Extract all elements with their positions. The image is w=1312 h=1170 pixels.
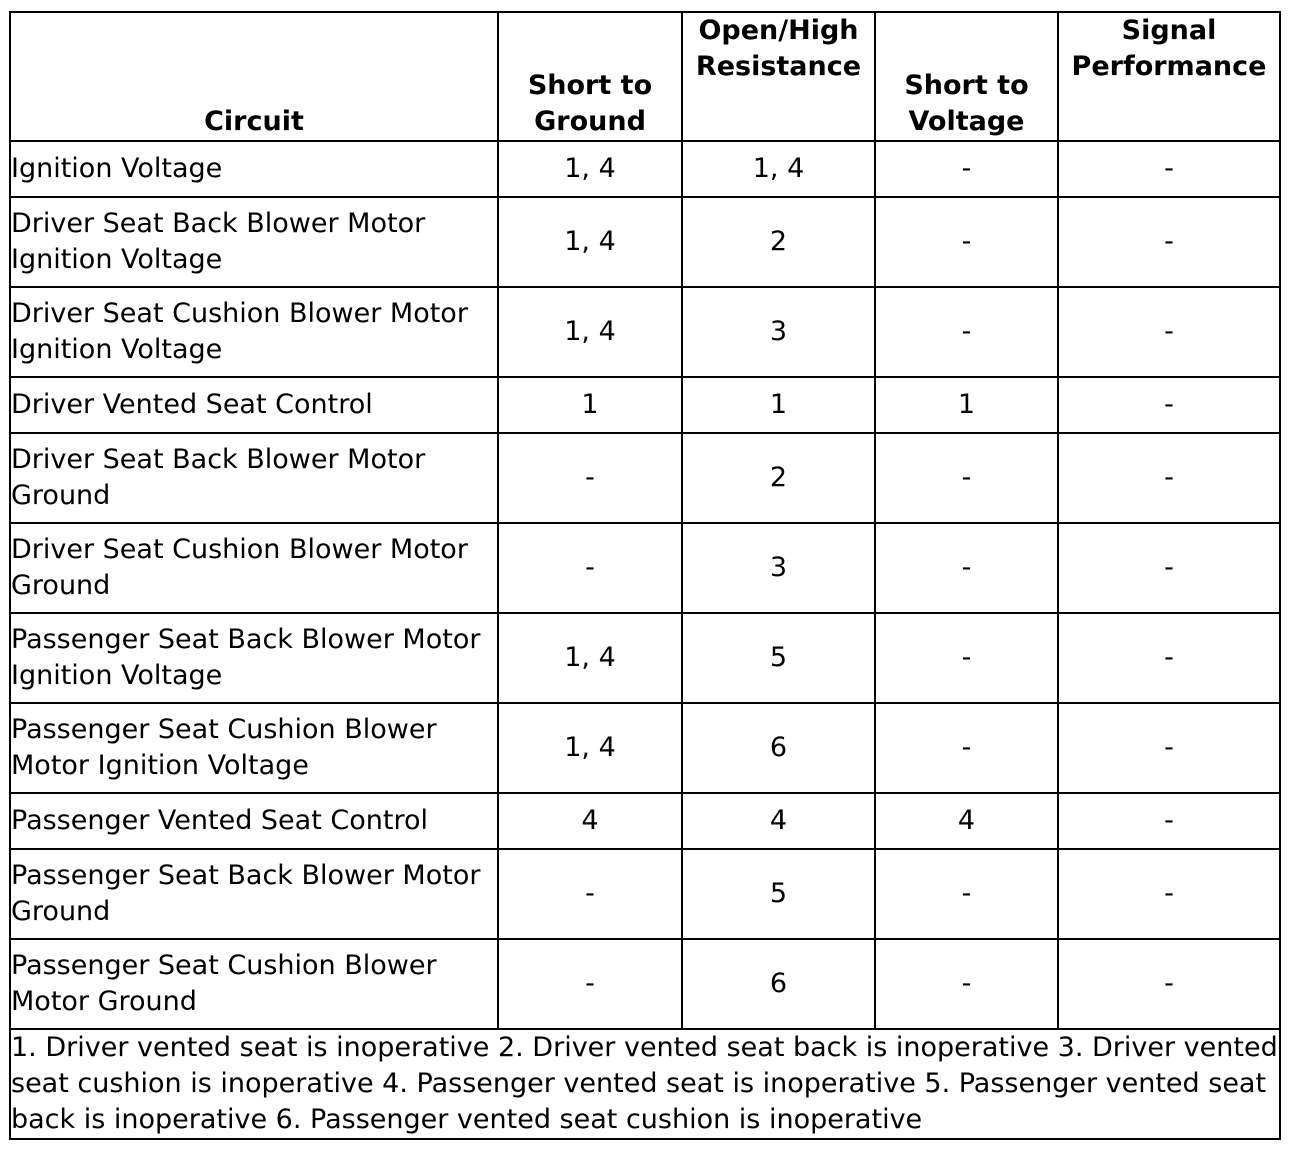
- table-row: [10, 433, 1280, 523]
- footnotes: 1. Driver vented seat is inoperative 2. Driver vented seat back is inoperative 3. Driver vented seat cushion is inoperative 4. Passenger vented seat is inoperative 5. Passenger vented seat back is inoperative 6. Passenger vented seat cushion is inoperative: [10, 1029, 1280, 1139]
- table-row: [10, 793, 1280, 849]
- open-high-resistance-cell: 3: [682, 287, 875, 377]
- signal-performance-cell: -: [1058, 613, 1280, 703]
- circuit-cell: Passenger Seat Cushion Blower Motor Ignition Voltage: [10, 703, 498, 793]
- circuit-cell: Passenger Seat Cushion Blower Motor Ground: [10, 939, 498, 1029]
- short-to-voltage-cell: -: [875, 849, 1058, 939]
- circuit-cell: Driver Vented Seat Control: [10, 377, 498, 433]
- signal-performance-cell: -: [1058, 849, 1280, 939]
- short-to-ground-cell: 4: [498, 793, 682, 849]
- signal-performance-cell: -: [1058, 939, 1280, 1029]
- header-circuit: Circuit: [10, 12, 498, 141]
- signal-performance-cell: -: [1058, 703, 1280, 793]
- circuit-cell: Driver Seat Cushion Blower Motor Ground: [10, 523, 498, 613]
- short-to-ground-cell: 1, 4: [498, 613, 682, 703]
- short-to-voltage-cell: -: [875, 613, 1058, 703]
- table-row: [10, 197, 1280, 287]
- short-to-ground-cell: 1: [498, 377, 682, 433]
- short-to-voltage-cell: -: [875, 433, 1058, 523]
- short-to-voltage-cell: -: [875, 141, 1058, 197]
- table-row: [10, 939, 1280, 1029]
- signal-performance-cell: -: [1058, 433, 1280, 523]
- short-to-voltage-cell: -: [875, 523, 1058, 613]
- circuit-cell: Passenger Seat Back Blower Motor Ground: [10, 849, 498, 939]
- open-high-resistance-cell: 2: [682, 197, 875, 287]
- table-row: [10, 613, 1280, 703]
- circuit-cell: Passenger Vented Seat Control: [10, 793, 498, 849]
- table-row: [10, 703, 1280, 793]
- header-short-to-ground: Short to Ground: [498, 12, 682, 141]
- circuit-cell: Driver Seat Back Blower Motor Ground: [10, 433, 498, 523]
- open-high-resistance-cell: 1: [682, 377, 875, 433]
- short-to-voltage-cell: 4: [875, 793, 1058, 849]
- short-to-voltage-cell: -: [875, 939, 1058, 1029]
- header-open-high-resistance: Open/High Resistance: [682, 12, 875, 141]
- signal-performance-cell: -: [1058, 793, 1280, 849]
- open-high-resistance-cell: 2: [682, 433, 875, 523]
- table-row: [10, 849, 1280, 939]
- table-row: [10, 141, 1280, 197]
- circuit-cell: Driver Seat Cushion Blower Motor Ignition Voltage: [10, 287, 498, 377]
- table-row: [10, 523, 1280, 613]
- signal-performance-cell: -: [1058, 523, 1280, 613]
- open-high-resistance-cell: 4: [682, 793, 875, 849]
- short-to-ground-cell: -: [498, 433, 682, 523]
- header-signal-performance: Signal Performance: [1058, 12, 1280, 141]
- short-to-voltage-cell: -: [875, 703, 1058, 793]
- short-to-ground-cell: 1, 4: [498, 703, 682, 793]
- notes-row: [10, 1029, 1280, 1139]
- circuit-cell: Driver Seat Back Blower Motor Ignition Voltage: [10, 197, 498, 287]
- open-high-resistance-cell: 6: [682, 703, 875, 793]
- circuit-fault-table: [9, 11, 1281, 1140]
- table-row: [10, 287, 1280, 377]
- open-high-resistance-cell: 5: [682, 613, 875, 703]
- circuit-cell: Passenger Seat Back Blower Motor Ignition Voltage: [10, 613, 498, 703]
- header-short-to-voltage: Short to Voltage: [875, 12, 1058, 141]
- circuit-cell: Ignition Voltage: [10, 141, 498, 197]
- short-to-voltage-cell: -: [875, 287, 1058, 377]
- short-to-ground-cell: -: [498, 523, 682, 613]
- signal-performance-cell: -: [1058, 287, 1280, 377]
- short-to-ground-cell: 1, 4: [498, 197, 682, 287]
- short-to-ground-cell: 1, 4: [498, 287, 682, 377]
- short-to-voltage-cell: -: [875, 197, 1058, 287]
- signal-performance-cell: -: [1058, 141, 1280, 197]
- short-to-voltage-cell: 1: [875, 377, 1058, 433]
- open-high-resistance-cell: 1, 4: [682, 141, 875, 197]
- open-high-resistance-cell: 3: [682, 523, 875, 613]
- table-row: [10, 377, 1280, 433]
- signal-performance-cell: -: [1058, 377, 1280, 433]
- short-to-ground-cell: -: [498, 849, 682, 939]
- short-to-ground-cell: 1, 4: [498, 141, 682, 197]
- open-high-resistance-cell: 5: [682, 849, 875, 939]
- header-row: [10, 12, 1280, 141]
- open-high-resistance-cell: 6: [682, 939, 875, 1029]
- short-to-ground-cell: -: [498, 939, 682, 1029]
- signal-performance-cell: -: [1058, 197, 1280, 287]
